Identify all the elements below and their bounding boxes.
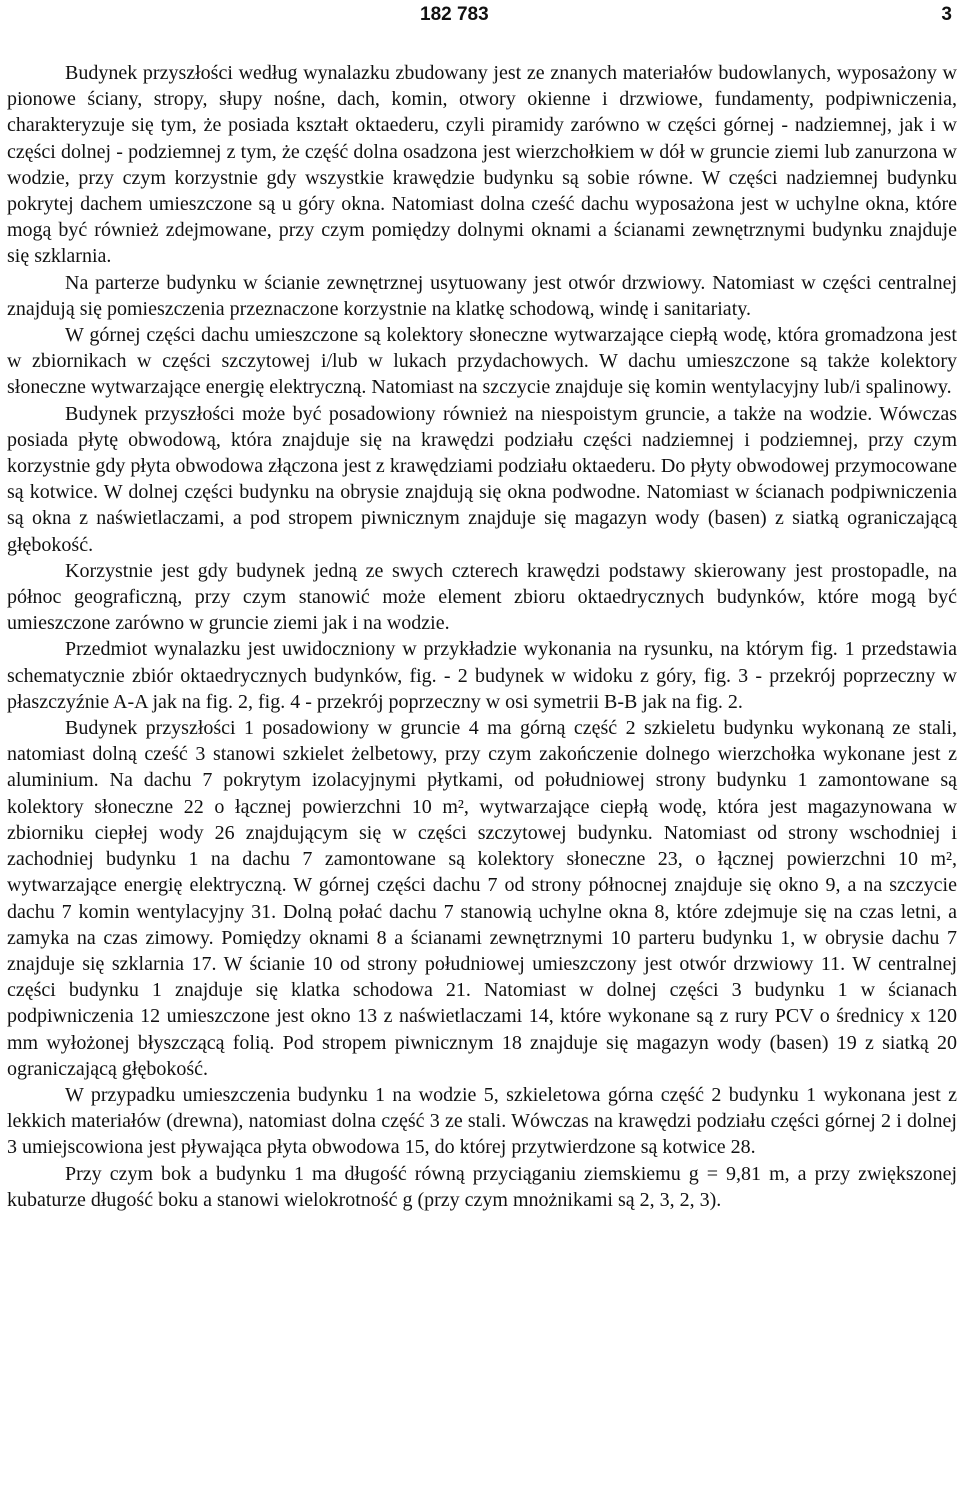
document-body	[7, 60, 957, 1213]
page-number: 3	[941, 4, 952, 25]
paragraph-1: Budynek przyszłości według wynalazku zbudowany jest ze znanych materiałów budowlanych, wyposażony w pionowe ściany, stropy, słupy nośne, dach, komin, otwory okienne i drzwiowe, fundamenty, podpiwniczenia, charakteryzuje się tym, że posiada kształt oktaederu, czyli piramidy zarówno w części górnej - nadziemnej, jak i w części dolnej - podziemnej z tym, że część dolna osadzona jest wierzchołkiem w dół w gruncie ziemi lub zanurzona w wodzie, przy czym korzystnie gdy wszystkie krawędzie budynku są sobie równe. W części nadziemnej budynku pokrytej dachem umieszczone są u góry okna. Natomiast dolna cześć dachu wyposażona jest w uchylne okna, które mogą być również zdejmowane, przy czym pomiędzy dolnymi oknami a ścianami zewnętrznymi budynku znajduje się szklarnia.	[7, 62, 957, 268]
paragraph-9: Przy czym bok a budynku 1 ma długość równą przyciąganiu ziemskiemu g = 9,81 m, a przy zwiększonej kubaturze długość boku a stanowi wielokrotność g (przy czym mnożnikami są 2, 3, 2, 3).	[7, 1162, 957, 1211]
paragraph-5: Korzystnie jest gdy budynek jedną ze swych czterech krawędzi podstawy skierowany jest prostopadle, na północ geograficzną, przy czym stanowić może element zbioru oktaedrycznych budynków, które mogą być umieszczone zarówno w gruncie ziemi jak i na wodzie.	[7, 559, 957, 635]
page-header	[0, 4, 960, 34]
paragraph-4: Budynek przyszłości może być posadowiony również na niespoistym gruncie, a także na wodzie. Wówczas posiada płytę obwodową, która znajduje się na krawędzi podziału części nadziemnej i podziemnej, przy czym korzystnie gdy płyta obwodowa złączona jest z krawędziami podziału oktaederu. Do płyty obwodowej przymocowane są kotwice. W dolnej części budynku na obrysie znajdują się okna podwodne. Natomiast w ścianach podpiwniczenia są okna z naświetlaczami, a pod stropem piwnicznym znajduje się magazyn wody (basen) z siatką ograniczającą głębokość.	[7, 402, 957, 556]
paragraph-6: Przedmiot wynalazku jest uwidoczniony w przykładzie wykonania na rysunku, na którym fig. 1 przedstawia schematycznie zbiór oktaedrycznych budynków, fig. - 2 budynek w widoku z góry, fig. 3 - przekrój poprzeczny w płaszczyźnie A-A jak na fig. 2, fig. 4 - przekrój poprzeczny w osi symetrii B-B jak na fig. 2.	[7, 638, 957, 713]
paragraph-2: Na parterze budynku w ścianie zewnętrznej usytuowany jest otwór drzwiowy. Natomiast w części centralnej znajdują się pomieszczenia przeznaczone korzystnie na klatkę schodową, windę i sanitariaty.	[7, 271, 957, 320]
paragraph-7: Budynek przyszłości 1 posadowiony w gruncie 4 ma górną część 2 szkieletu budynku wykonaną ze stali, natomiast dolną cześć 3 stanowi szkielet żelbetowy, przy czym zakończenie dolnego wierzchołka wykonane jest z aluminium. Na dachu 7 pokrytym izolacyjnymi płytkami, od południowej strony budynku 1 zamontowane są kolektory słoneczne 22 o łącznej powierzchni 10 m², wytwarzające ciepłą wodę, która jest magazynowana w zbiorniku ciepłej wody 26 znajdującym się w części szczytowej budynku. Natomiast od strony wschodniej i zachodniej budynku 1 na dachu 7 zamontowane są kolektory słoneczne 23, o łącznej powierzchni 10 m², wytwarzające energię elektryczną. W górnej części dachu 7 od strony północnej znajduje się okno 9, a na szczycie dachu 7 komin wentylacyjny 31. Dolną połać dachu 7 stanowią uchylne okna 8, które zdejmuje się na czas letni, a zamyka na czas zimowy. Pomiędzy oknami 8 a ścianami zewnętrznymi 10 parteru budynku 1, w obrysie dachu 7 znajduje się szklarnia 17. W ścianie 10 od strony południowej umieszczony jest otwór drzwiowy 11. W centralnej części budynku 1 znajduje się klatka schodowa 21. Natomiast w dolnej części 3 budynku 1 w ścianach podpiwniczenia 12 umieszczone jest okno 13 z naświetlaczami 14, które wykonane są z rury PCV o średnicy x 120 mm wyłożonej błyszczącą folią. Pod stropem piwnicznym 18 znajduje się magazyn wody (basen) 19 z siatką 20 ograniczającą głębokość.	[7, 717, 957, 1080]
paragraph-3: W górnej części dachu umieszczone są kolektory słoneczne wytwarzające ciepłą wodę, która gromadzona jest w zbiornikach w części szczytowej i/lub w lukach przydachowych. W dachu umieszczone są także kolektory słoneczne wytwarzające energię elektryczną. Natomiast na szczycie znajduje się komin wentylacyjny lub/i spalinowy.	[7, 324, 957, 399]
document-number: 182 783	[420, 4, 489, 25]
paragraph-8: W przypadku umieszczenia budynku 1 na wodzie 5, szkieletowa górna część 2 budynku 1 wykonana jest z lekkich materiałów (drewna), natomiast dolna część 3 ze stali. Wówczas na krawędzi podziału części górnej 2 i dolnej 3 umiejscowiona jest pływająca płyta obwodowa 15, do której przytwierdzone są kotwice 28.	[7, 1083, 957, 1159]
